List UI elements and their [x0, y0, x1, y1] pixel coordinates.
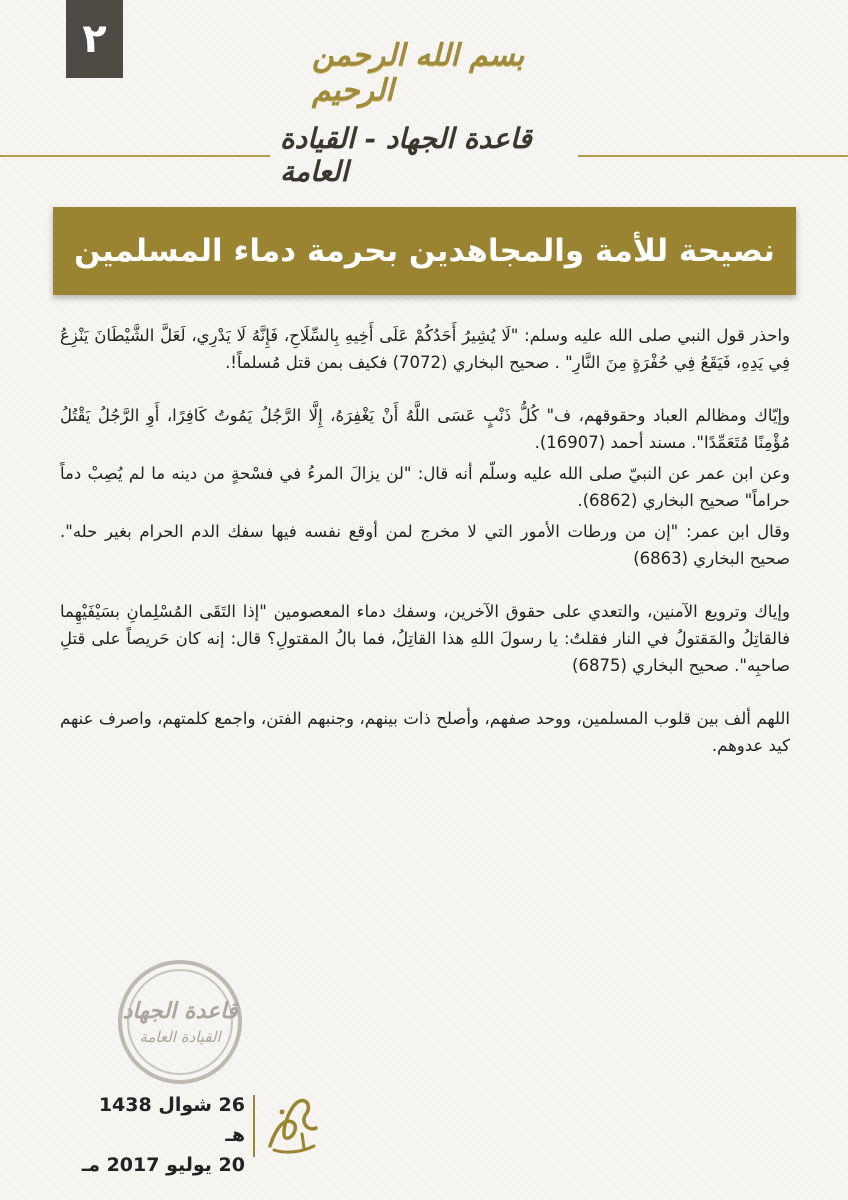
- calligraphic-signature-icon: [262, 1088, 322, 1158]
- date-block: [80, 1090, 245, 1180]
- basmala-calligraphy: بسم الله الرحمن الرحيم: [312, 38, 525, 108]
- date-separator: [253, 1095, 255, 1157]
- header-divider-left: [0, 155, 270, 157]
- header-divider-right: [578, 155, 848, 157]
- document-title: نصيحة للأمة والمجاهدين بحرمة دماء المسلمين: [74, 233, 775, 269]
- seal-line-2: القيادة العامة: [139, 1028, 221, 1046]
- organization-name: قاعدة الجهاد - القيادة العامة: [280, 122, 532, 188]
- paragraph-two-muslims-swords: وإياك وترويع الآمنين، والتعدي على حقوق الآخرين، وسفك دماء المعصومين "إذا التَقَى المُسْلِمانِ بسَيْفَيْهِما فالقاتِلُ والمَقتولُ في النار فقلتُ: يا رسولَ اللهِ هذا القاتِلُ، فما بالُ المقتولِ؟ قال: إنه كان حَريصاً على قتلِ صاحبِه". صحيح البخاري (6875): [60, 602, 790, 675]
- paragraph-rights-of-people: وإيّاك ومظالم العباد وحقوقهم، ف" كُلُّ ذَنْبٍ عَسَى اللَّهُ أَنْ يَغْفِرَهُ، إِلَّا الرَّجُلُ يَمُوتُ كَافِرًا، أَوِ الرَّجُلُ يَقْتُلُ مُؤْمِنًا مُتَعَمِّدًا". مسند أحمد (16907).: [60, 406, 790, 452]
- gregorian-date: 20 يوليو 2017 مـ: [81, 1154, 245, 1176]
- paragraph-warning-weapons: واحذر قول النبي صلى الله عليه وسلم: "لَا يُشِيرُ أَحَدُكُمْ عَلَى أَخِيهِ بِالسِّلَاحِ، فَإِنَّهُ لَا يَدْرِي، لَعَلَّ الشَّيْطَانَ يَنْزِعُ فِي يَدِهِ، فَيَقَعُ فِي حُفْرَةٍ مِنَ النَّارِ" . صحيح البخاري (7072) فكيف بمن قتل مُسلماً!.: [60, 326, 790, 372]
- statement-body: [60, 322, 790, 759]
- hijri-date: 26 شوال 1438 هـ: [98, 1094, 245, 1146]
- paragraph-ibn-umar-saying: وقال ابن عمر: "إن من ورطات الأمور التي لا مخرج لمن أوقع نفسه فيها سفك الدم الحرام بغير حله". صحيح البخاري (6863): [60, 522, 790, 568]
- paragraph-ibn-umar-hadith: وعن ابن عمر عن النبيّ صلى الله عليه وسلّم أنه قال: "لن يزالَ المرءُ في فسْحةٍ من دينه ما لم يُصِبْ دماً حراماً" صحيح البخاري (6862).: [60, 464, 790, 510]
- seal-line-1: قاعدة الجهاد: [122, 998, 238, 1024]
- title-banner: [53, 207, 796, 295]
- page-number-tab: ٢: [66, 0, 123, 78]
- paragraph-closing-prayer: اللهم ألف بين قلوب المسلمين، ووحد صفهم، وأصلح ذات بينهم، وجنبهم الفتن، واجمع كلمتهم، واصرف عنهم كيد عدوهم.: [60, 709, 790, 755]
- organization-seal: [118, 960, 242, 1084]
